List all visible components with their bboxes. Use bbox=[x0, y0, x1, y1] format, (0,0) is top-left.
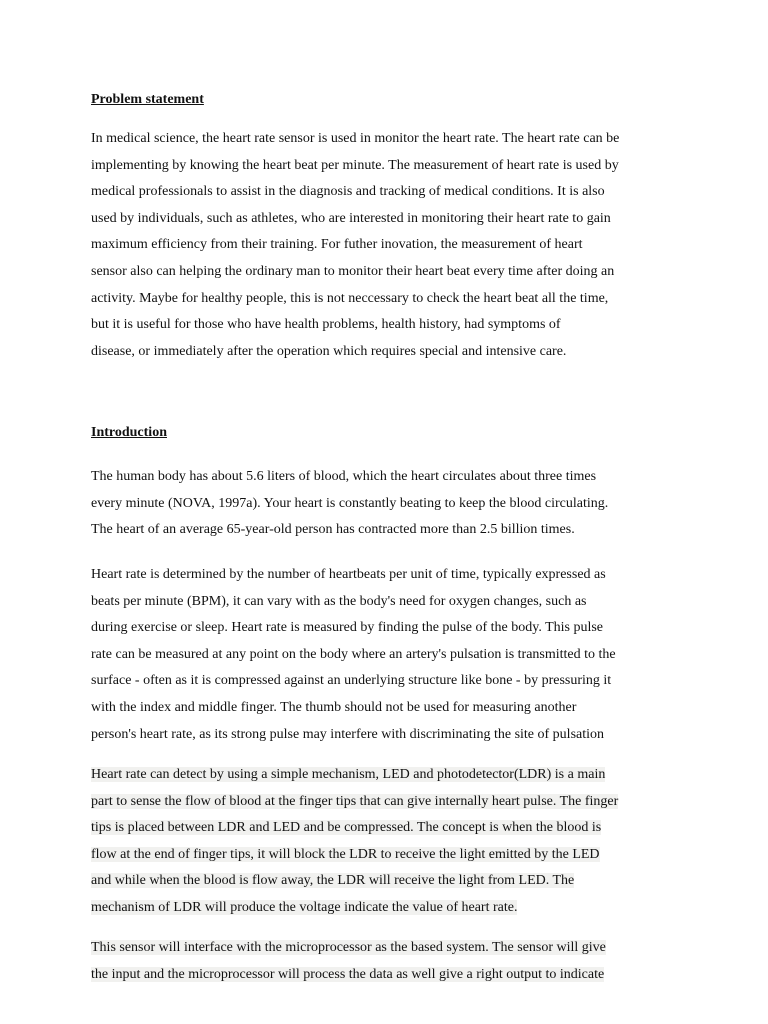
paragraph-line: every minute (NOVA, 1997a). Your heart is constantly beating to keep the blood circulating. bbox=[91, 495, 609, 511]
problem-statement-heading: Problem statement bbox=[91, 92, 204, 107]
paragraph-line: disease, or immediately after the operation which requires special and intensive care. bbox=[91, 343, 567, 359]
highlighted-text: Heart rate can detect by using a simple mechanism, LED and photodetector(LDR) is a main bbox=[91, 767, 606, 782]
highlighted-text: the input and the microprocessor will process the data as well give a right output to indicate bbox=[91, 966, 605, 982]
paragraph-line bbox=[91, 762, 691, 789]
highlighted-text: tips is placed between LDR and LED and be compressed. The concept is when the blood is bbox=[91, 820, 602, 836]
paragraph-line: implementing by knowing the heart beat per minute. The measurement of heart rate is used by bbox=[91, 157, 619, 173]
introduction-paragraph-1 bbox=[91, 464, 691, 544]
paragraph-line: with the index and middle finger. The thumb should not be used for measuring another bbox=[91, 699, 577, 715]
paragraph-line bbox=[91, 842, 691, 869]
introduction-heading: Introduction bbox=[91, 425, 167, 440]
paragraph-line: person's heart rate, as its strong pulse may interfere with discriminating the site of pulsation bbox=[91, 726, 605, 742]
paragraph-line: sensor also can helping the ordinary man to monitor their heart beat every time after doing an bbox=[91, 263, 615, 279]
paragraph-line: activity. Maybe for healthy people, this is not neccessary to check the heart beat all the time, bbox=[91, 290, 609, 306]
highlighted-text: mechanism of LDR will produce the voltage indicate the value of heart rate. bbox=[91, 899, 518, 915]
highlighted-text: This sensor will interface with the microprocessor as the based system. The sensor will give bbox=[91, 940, 606, 955]
paragraph-line bbox=[91, 815, 691, 842]
paragraph-line bbox=[91, 789, 691, 816]
paragraph-line: but it is useful for those who have health problems, health history, had symptoms of bbox=[91, 317, 561, 333]
paragraph-line bbox=[91, 962, 691, 989]
paragraph-line bbox=[91, 935, 691, 962]
problem-statement-paragraph bbox=[91, 126, 691, 365]
introduction-paragraph-2 bbox=[91, 562, 691, 748]
paragraph-line: maximum efficiency from their training. For futher inovation, the measurement of heart bbox=[91, 237, 583, 253]
highlighted-text: and while when the blood is flow away, the LDR will receive the light from LED. The bbox=[91, 873, 575, 889]
paragraph-line: beats per minute (BPM), it can vary with as the body's need for oxygen changes, such as bbox=[91, 593, 587, 609]
introduction-paragraph-4 bbox=[91, 935, 691, 988]
paragraph-line: Heart rate is determined by the number of heartbeats per unit of time, typically expressed as bbox=[91, 567, 606, 582]
paragraph-line: The heart of an average 65-year-old person has contracted more than 2.5 billion times. bbox=[91, 522, 575, 538]
paragraph-line: used by individuals, such as athletes, who are interested in monitoring their heart rate to gain bbox=[91, 210, 611, 226]
paragraph-line: medical professionals to assist in the diagnosis and tracking of medical conditions. It is also bbox=[91, 184, 605, 200]
introduction-paragraph-3 bbox=[91, 762, 691, 922]
paragraph-line bbox=[91, 895, 691, 922]
paragraph-line: The human body has about 5.6 liters of blood, which the heart circulates about three times bbox=[91, 469, 597, 484]
paragraph-line: surface - often as it is compressed against an underlying structure like bone - by pressuring it bbox=[91, 673, 612, 689]
paragraph-line: during exercise or sleep. Heart rate is measured by finding the pulse of the body. This pulse bbox=[91, 620, 604, 636]
paragraph-line bbox=[91, 868, 691, 895]
paragraph-line: rate can be measured at any point on the body where an artery's pulsation is transmitted to the bbox=[91, 646, 616, 662]
paragraph-line: In medical science, the heart rate sensor is used in monitor the heart rate. The heart rate can be bbox=[91, 131, 620, 146]
highlighted-text: part to sense the flow of blood at the finger tips that can give internally heart pulse. The finger bbox=[91, 793, 619, 809]
highlighted-text: flow at the end of finger tips, it will block the LDR to receive the light emitted by the LED bbox=[91, 846, 600, 862]
